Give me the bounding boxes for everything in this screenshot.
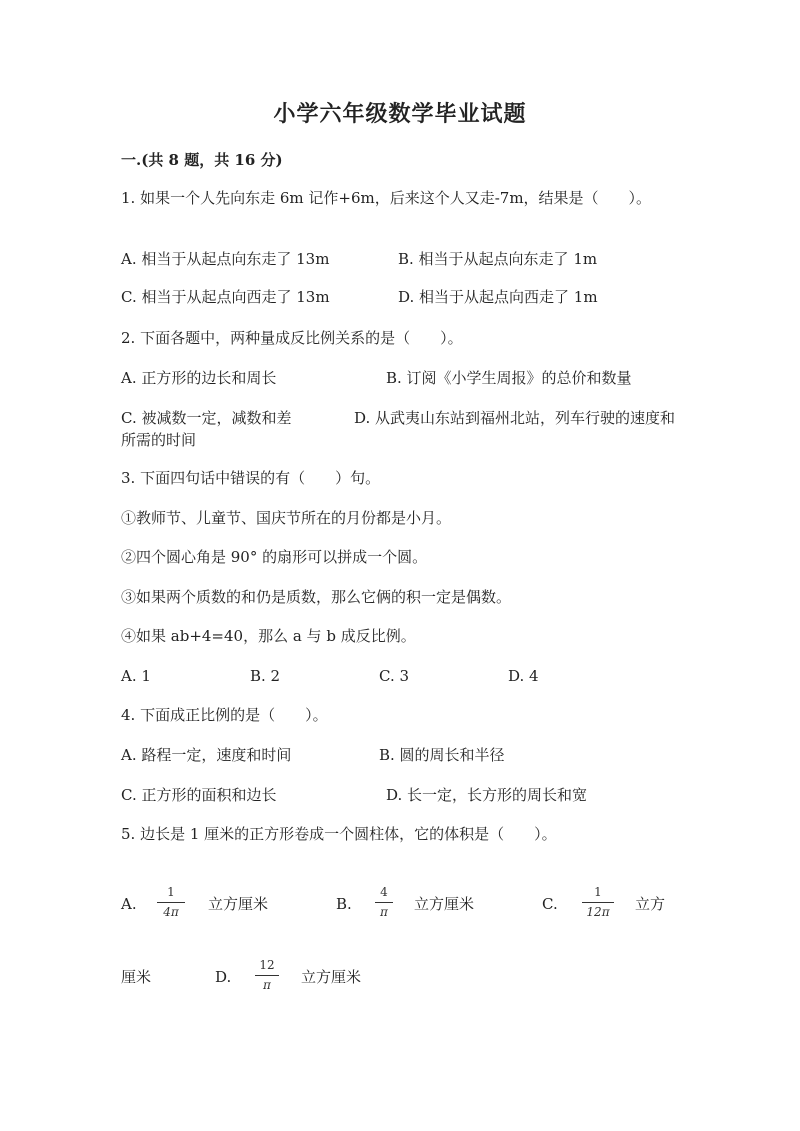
question-4-option-a[interactable]: A. 路程一定，速度和时间 <box>121 746 292 764</box>
question-5-option-b-fraction <box>375 885 393 920</box>
fraction-numerator: 12 <box>259 958 275 972</box>
question-3-statement-1: ①教师节、儿童节、国庆节所在的月份都是小月。 <box>121 509 452 527</box>
question-5-option-d-fraction <box>255 958 279 993</box>
question-2-option-a[interactable]: A. 正方形的边长和周长 <box>121 369 277 387</box>
fraction-bar <box>157 902 185 903</box>
question-3-statement-4: ④如果 ab+4=40，那么 a 与 b 成反比例。 <box>121 627 416 645</box>
question-5-option-a-unit: 立方厘米 <box>208 895 269 913</box>
question-5-option-a-label[interactable]: A. <box>121 895 137 913</box>
question-5-option-b-unit: 立方厘米 <box>414 895 475 913</box>
question-5-option-b-label[interactable]: B. <box>336 895 352 913</box>
page-title: 小学六年级数学毕业试题 <box>273 101 527 127</box>
fraction-denominator: π <box>263 978 271 992</box>
question-4-option-d[interactable]: D. 长一定，长方形的周长和宽 <box>386 786 588 804</box>
question-4-stem: 4. 下面成正比例的是（ ）。 <box>121 706 328 724</box>
question-2-option-d[interactable]: D. 从武夷山东站到福州北站，列车行驶的速度和所需的时间 <box>121 409 676 449</box>
question-3-stem: 3. 下面四句话中错误的有（ ）句。 <box>121 469 381 487</box>
question-5-stem: 5. 边长是 1 厘米的正方形卷成一个圆柱体，它的体积是（ ）。 <box>121 825 557 843</box>
question-2-option-b[interactable]: B. 订阅《小学生周报》的总价和数量 <box>386 369 632 387</box>
question-5-option-d-unit: 立方厘米 <box>301 968 362 986</box>
fraction-denominator: π <box>380 905 388 919</box>
question-5-option-c-label[interactable]: C. <box>542 895 558 913</box>
fraction-denominator: 12π <box>586 905 610 919</box>
question-4-option-b[interactable]: B. 圆的周长和半径 <box>379 746 505 764</box>
fraction-numerator: 1 <box>594 885 602 899</box>
section-heading: 一.(共 8 题，共 16 分) <box>121 151 283 169</box>
question-3-statement-3: ③如果两个质数的和仍是质数，那么它俩的积一定是偶数。 <box>121 588 512 606</box>
question-4-option-c[interactable]: C. 正方形的面积和边长 <box>121 786 277 804</box>
question-5-option-c-unit: 立方 <box>635 895 666 913</box>
fraction-bar <box>582 902 614 903</box>
question-3-option-c[interactable]: C. 3 <box>379 667 410 685</box>
question-5-option-c-fraction <box>582 885 614 920</box>
fraction-bar <box>375 902 393 903</box>
fraction-denominator: 4π <box>163 905 179 919</box>
question-3-option-b[interactable]: B. 2 <box>250 667 281 685</box>
question-3-option-a[interactable]: A. 1 <box>121 667 151 685</box>
question-1-option-c[interactable]: C. 相当于从起点向西走了 13m <box>121 288 330 306</box>
fraction-bar <box>255 975 279 976</box>
question-1-stem: 1. 如果一个人先向东走 6m 记作+6m，后来这个人又走-7m，结果是（ ）。 <box>121 189 652 207</box>
fraction-numerator: 1 <box>167 885 175 899</box>
fraction-numerator: 4 <box>380 885 388 899</box>
question-5-option-d-label[interactable]: D. <box>215 968 232 986</box>
question-3-statement-2: ②四个圆心角是 90° 的扇形可以拼成一个圆。 <box>121 548 428 566</box>
question-2-option-c[interactable]: C. 被减数一定，减数和差 <box>121 409 292 427</box>
question-1-option-b[interactable]: B. 相当于从起点向东走了 1m <box>398 250 598 268</box>
question-5-option-c-unit-continued: 厘米 <box>121 968 152 986</box>
question-5-option-a-fraction <box>157 885 185 920</box>
question-2-stem: 2. 下面各题中，两种量成反比例关系的是（ ）。 <box>121 329 463 347</box>
question-1-option-a[interactable]: A. 相当于从起点向东走了 13m <box>121 250 330 268</box>
question-3-option-d[interactable]: D. 4 <box>508 667 539 685</box>
question-1-option-d[interactable]: D. 相当于从起点向西走了 1m <box>398 288 598 306</box>
